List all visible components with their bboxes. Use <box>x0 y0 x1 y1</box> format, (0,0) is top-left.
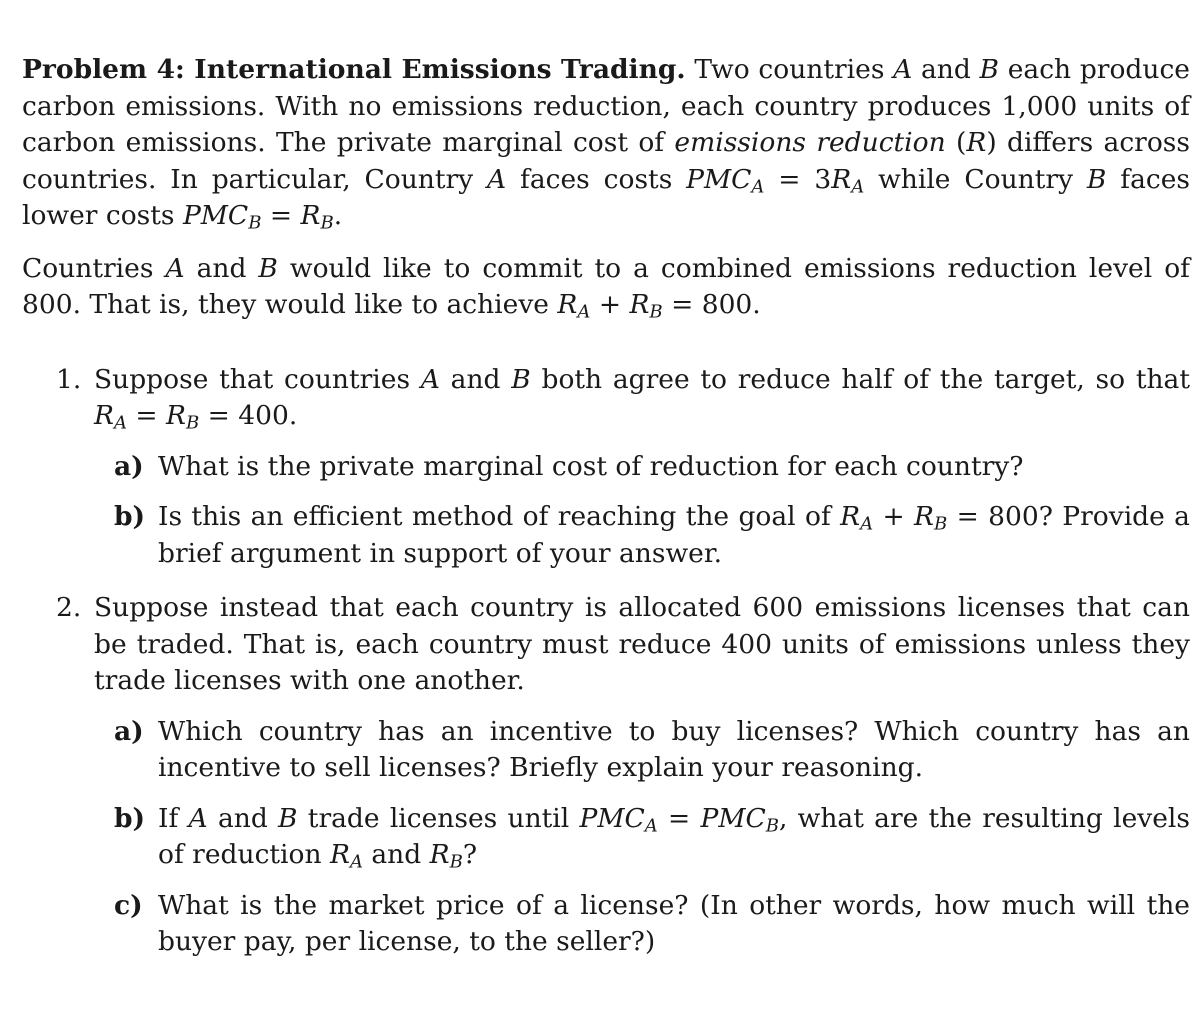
question-2c-text <box>158 888 1190 961</box>
text-run: and <box>184 252 259 284</box>
text-run: and <box>362 839 430 870</box>
question-2c <box>22 888 1190 961</box>
text-run: Is this an efficient method of reaching the goal of <box>158 501 841 532</box>
subquestion-label: b) <box>114 501 146 532</box>
question-2b-text <box>158 801 1190 874</box>
text-run: = 3 <box>764 163 832 195</box>
problem-target <box>22 251 1190 324</box>
var-pmc: PMC <box>182 200 249 231</box>
question-2a-text <box>158 714 1190 787</box>
var-a: A <box>893 54 913 85</box>
question-1-text <box>94 362 1190 435</box>
subscript-b: B <box>320 212 334 234</box>
var-b: B <box>511 363 531 395</box>
text-run: If <box>158 802 189 834</box>
question-2 <box>22 590 1190 700</box>
var-a: A <box>487 163 507 195</box>
text-run: while Country <box>864 163 1087 195</box>
text-run: Suppose that countries <box>94 363 421 395</box>
text-run: Suppose instead that each country is allocated 600 emissions licenses that can be traded. That is, each country must reduce 400 units of emissions unless they trade licenses with one another. <box>94 592 1190 696</box>
subscript-a: A <box>851 176 865 197</box>
text-run: What is the market price of a license? (In other words, how much will the buyer pay, per license, to the seller?) <box>158 889 1190 957</box>
subquestion-label: a) <box>114 450 144 482</box>
document-page <box>22 52 1190 961</box>
text-run: would like to commit to a combined emissions reduction level of 800. That is, they would like to achieve <box>22 252 1190 320</box>
problem-intro <box>22 52 1190 235</box>
question-2b <box>22 801 1190 874</box>
subquestion-label: a) <box>114 715 144 747</box>
var-pmc: PMC <box>700 802 766 834</box>
text-run: Which country has an incentive to buy licenses? Which country has an incentive to sell licenses? Briefly explain your reasoning. <box>158 715 1190 783</box>
text-run: faces lower costs <box>22 163 1190 231</box>
subquestion-label: b) <box>114 802 146 834</box>
question-2a <box>22 714 1190 787</box>
question-number: 1. <box>56 363 82 395</box>
var-r: R <box>840 501 861 532</box>
var-r: R <box>831 163 852 195</box>
subscript-b: B <box>248 212 262 234</box>
subscript-b: B <box>765 815 779 836</box>
subscript-b: B <box>649 301 663 323</box>
text-run: . <box>333 200 343 231</box>
var-r: R <box>629 289 650 320</box>
text-run: and <box>912 54 980 85</box>
var-b: B <box>979 54 1000 85</box>
text-run: Countries <box>22 252 166 284</box>
var-a: A <box>165 252 185 284</box>
text-run: + <box>590 289 630 320</box>
text-run: = 400. <box>199 400 298 431</box>
emphasis-text: emissions reduction <box>674 127 946 158</box>
question-1a <box>22 449 1190 486</box>
text-run: and <box>439 363 512 395</box>
var-pmc: PMC <box>579 802 645 834</box>
var-b: B <box>1086 163 1107 195</box>
text-run: both agree to reduce half of the target, so that <box>530 363 1190 395</box>
question-1a-text <box>158 449 1190 486</box>
var-r: R <box>300 200 321 231</box>
var-r: R <box>329 839 350 870</box>
question-1b <box>22 499 1190 572</box>
subscript-b: B <box>933 513 948 535</box>
var-r: R <box>429 839 450 870</box>
subscript-b: B <box>185 412 200 434</box>
text-run: What is the private marginal cost of reduction for each country? <box>158 450 1024 482</box>
subscript-a: A <box>644 815 658 836</box>
text-run: = 800? Provide a brief argument in support of your answer. <box>158 501 1190 569</box>
var-r: R <box>966 127 987 158</box>
question-1 <box>22 362 1190 435</box>
subscript-a: A <box>113 412 127 434</box>
subscript-a: A <box>751 176 765 197</box>
problem-title: Problem 4: International Emissions Trading. <box>22 54 686 85</box>
var-r: R <box>166 400 186 431</box>
text-run: = <box>657 802 701 834</box>
var-r: R <box>914 501 934 532</box>
text-run: = <box>261 200 301 231</box>
text-run: Two countries <box>694 54 894 85</box>
text-run: ( <box>945 127 967 158</box>
var-b: B <box>278 802 298 834</box>
text-run: ) differs across countries. In particular, Country <box>22 127 1190 195</box>
text-run: , what are the resulting levels of reduction <box>158 802 1191 870</box>
question-list <box>22 362 1190 961</box>
subscript-b: B <box>449 851 463 873</box>
text-run: trade licenses until <box>297 802 580 834</box>
subscript-a: A <box>577 301 591 323</box>
question-1b-text <box>158 499 1190 572</box>
subquestion-label: c) <box>114 889 143 921</box>
var-a: A <box>188 802 208 834</box>
text-run: = 800. <box>662 289 761 320</box>
text-run: and <box>207 802 279 834</box>
var-r: R <box>94 400 114 431</box>
text-run: faces costs <box>506 163 687 195</box>
text-run: = <box>126 400 167 431</box>
var-pmc: PMC <box>686 163 752 195</box>
text-run: + <box>873 501 915 532</box>
text-run: each produce carbon emissions. With no emissions reduction, each country produces 1,000 units of carbon emissions. The private marginal cost of <box>22 54 1190 158</box>
text-run: ? <box>462 839 478 870</box>
subscript-a: A <box>349 851 363 873</box>
subscript-a: A <box>860 513 874 535</box>
var-r: R <box>557 289 578 320</box>
var-a: A <box>420 363 440 395</box>
var-b: B <box>258 252 278 284</box>
question-number: 2. <box>56 592 82 623</box>
question-2-text <box>94 590 1190 700</box>
